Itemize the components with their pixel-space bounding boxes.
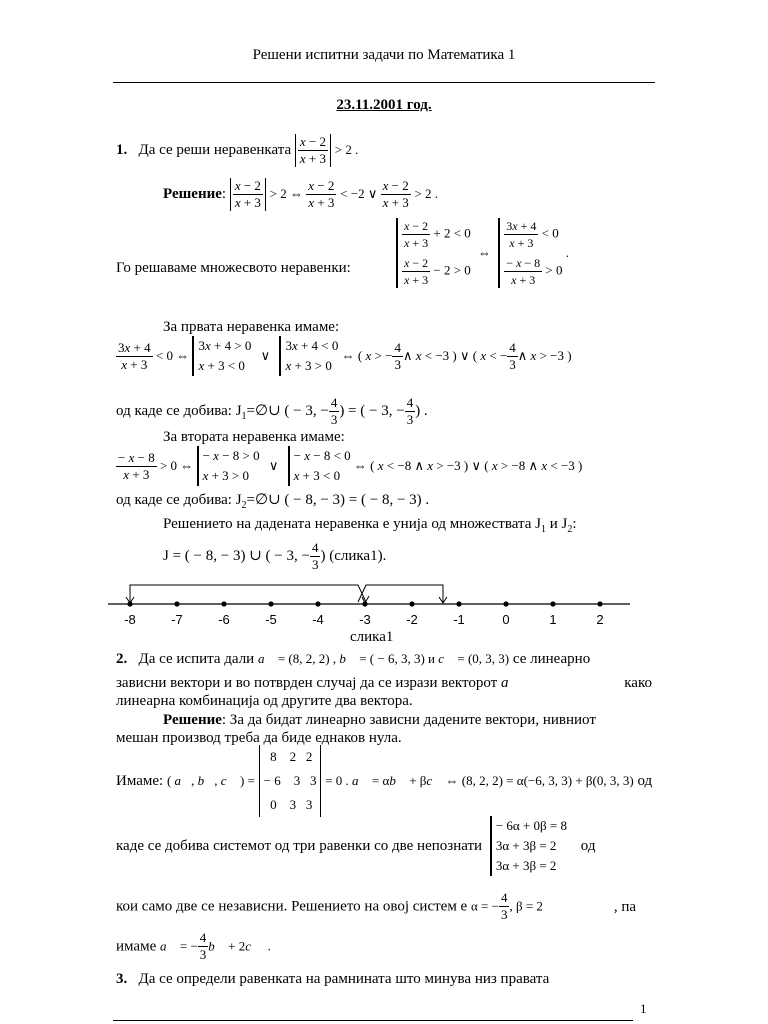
footer-rule	[113, 1020, 633, 1021]
set-intro: Го решаваме множесвото неравенки:	[116, 260, 351, 276]
independent-line: кои само две се независни. Решението на овој систем е α = − $\frac{4}{3}$ , β = 2 , па	[116, 890, 636, 922]
number-line-point	[550, 601, 555, 606]
problem3-statement: 3. Да се определи равенката на рамнината што минува низ правата	[116, 971, 550, 987]
problem1-solution: Решение: $\frac{x - 2}{x + 3}$ > 2 ⇔ $\frac{x - 2}{x + 3}$ < −2 ∨ $\frac{x - 2}{x + 3}$ > 2 .	[163, 178, 439, 210]
first-inequality: $\frac{3x + 4}{x + 3}$ < 0 ⇔ 3x + 4 > 0 x + 3 < 0 ∨ 3x + 4 < 0 x + 3 > 0 ⇔ ( x > − $\frac{4}{3}$ ∧ x < −3 ) ∨ ( x < − $\frac{4}{3}$ ∧ x > −3 )	[116, 336, 572, 376]
number-line-label: 1	[549, 612, 557, 627]
number-line-label: 0	[502, 612, 510, 627]
number-line-label: -2	[406, 612, 418, 627]
number-line-label: -8	[124, 612, 136, 627]
first-intro: За првата неравенка имаме:	[163, 319, 340, 335]
system-line: каде се добива системот од три равенки со две непознати − 6α + 0β = 8 3α + 3β = 2 3α + 3β = 2 од	[116, 816, 595, 876]
number-line-label: -6	[218, 612, 230, 627]
number-line-label: 2	[596, 612, 604, 627]
number-line-point	[362, 601, 367, 606]
number-line-label: -1	[453, 612, 465, 627]
second-result: од каде се добива: $J_2=\emptyset\cup$ ( − 8, − 3) = ( − 8, − 3) .	[116, 492, 430, 511]
inequality-set: $\frac{x - 2}{x + 3}$ + 2 < 0 $\frac{x - 2}{x + 3}$ − 2 > 0 ⇔ $\frac{3x + 4}{x + 3}$ < 0 $\frac{- x - 8}{x + 3}$ > 0 .	[396, 218, 569, 288]
problem2-line2: зависни вектори и во потврден случај да се изрази векторот a⃗ како	[116, 675, 652, 691]
problem1-statement: 1. Да се реши неравенката $\frac{x - 2}{x + 3}$ > 2 .	[116, 134, 359, 166]
number-line-point	[221, 601, 226, 606]
second-intro: За втората неравенка имаме:	[163, 429, 345, 445]
number-line-label: -7	[171, 612, 183, 627]
second-inequality: $\frac{- x - 8}{x + 3}$ > 0 ⇔ − x − 8 > 0 x + 3 > 0 ∨ − x − 8 < 0 x + 3 < 0 ⇔ ( x < −8 ∧ x > −3 ) ∨ ( x > −8 ∧ x < −3 )	[116, 446, 582, 486]
number-line-point	[597, 601, 602, 606]
union-intro: Решението на дадената неравенка е унија од множествата $J_1$ и $J_2$:	[163, 516, 577, 535]
problem2-statement: 2. Да се испита дали a⃗ = (8, 2, 2) , b⃗ = ( − 6, 3, 3) и c⃗ = (0, 3, 3) се линеарно	[116, 651, 591, 667]
exam-date: 23.11.2001 год.	[336, 97, 432, 113]
abs-fraction: $\frac{x - 2}{x + 3}$	[295, 134, 331, 167]
number-line-point	[174, 601, 179, 606]
number-line-point	[268, 601, 273, 606]
final-combination: имаме a⃗ = − $\frac{4}{3}$ b⃗ + 2c⃗ .	[116, 930, 271, 962]
figure-caption: слика1	[350, 629, 394, 645]
number-line-label: -4	[312, 612, 324, 627]
problem2-solution: Решение: За да бидат линеарно зависни дадените вектори, нивниот	[163, 712, 596, 728]
number-line-point	[315, 601, 320, 606]
number-line-point	[409, 601, 414, 606]
union-result: J = ( − 8, − 3) ∪ ( − 3, − $\frac{4}{3}$ ) (слика1).	[163, 540, 387, 572]
problem2-sol-line2: мешан производ треба да биде еднаков нула.	[116, 730, 402, 746]
page-header: Решени испитни задачи по Математика 1	[252, 47, 516, 63]
number-line-label: -3	[359, 612, 371, 627]
number-line-point	[503, 601, 508, 606]
number-line-label: -5	[265, 612, 277, 627]
number-line-point	[456, 601, 461, 606]
mixed-product: Имаме: ( a⃗, b⃗, c⃗ ) = 8 2 2 − 6 3 3 0 3 3 = 0 . a⃗ = αb⃗ + βc⃗ ⇔ (8, 2, 2) = α(−6, 3, 3) + β(0, 3, 3) од	[116, 745, 652, 817]
page-number: 1	[640, 1001, 647, 1016]
first-result: од каде се добива: $J_1=\emptyset\cup$ ( − 3, − $\frac{4}{3}$ ) = ( − 3, − $\frac{4}{3}$ ) .	[116, 395, 428, 427]
problem2-line3: линеарна комбинација од другите два вектора.	[116, 693, 413, 709]
number-line-point	[127, 601, 132, 606]
header-rule	[113, 82, 655, 83]
